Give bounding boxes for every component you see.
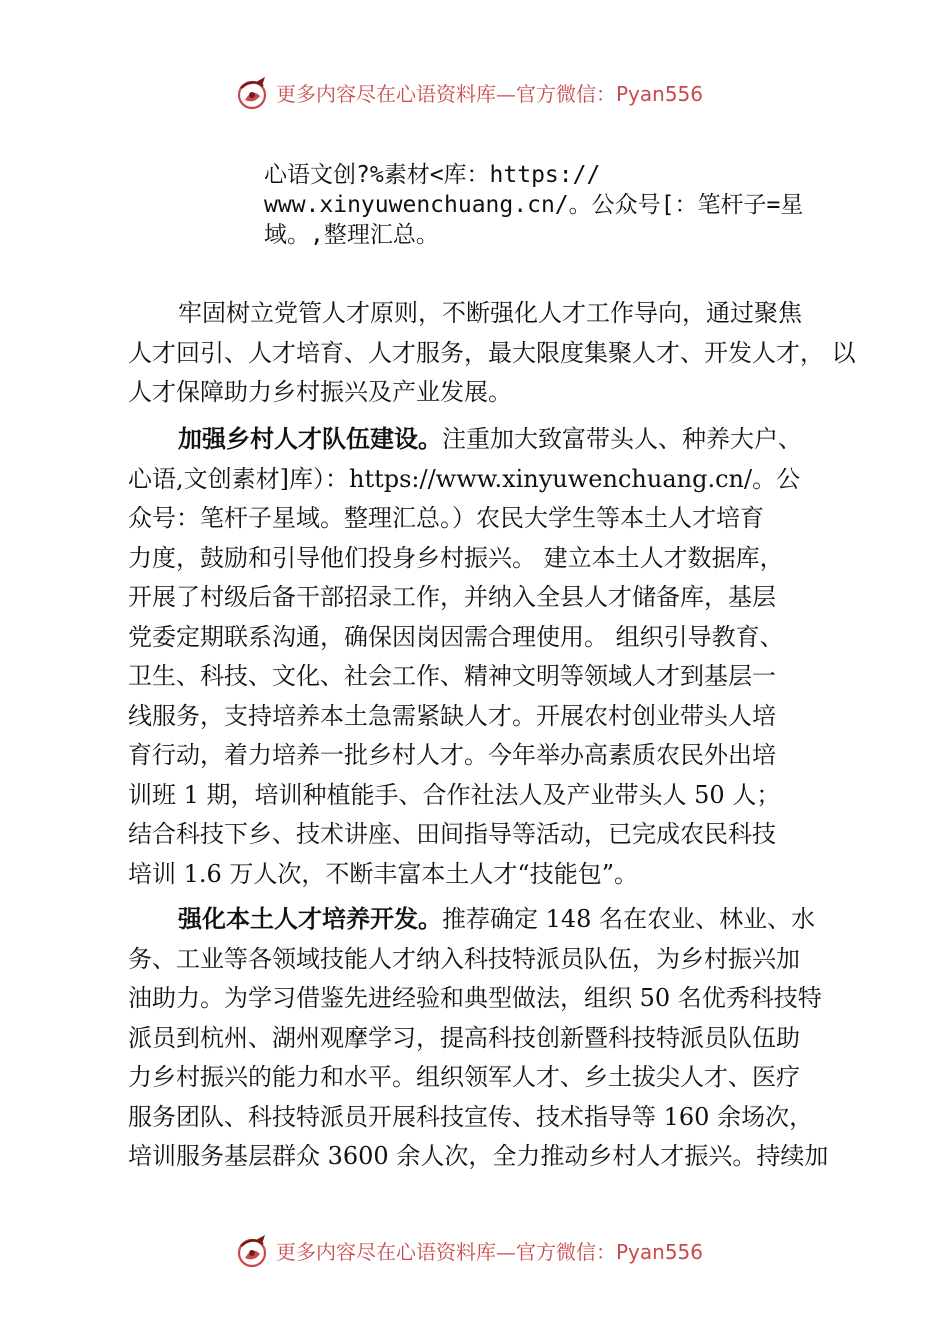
banner-label: 更多内容尽在心语资料库—官方微信： — [276, 82, 616, 106]
paragraph-line: 油助力。为学习借鉴先进经验和典型做法，组织 50 名优秀科技特 — [128, 984, 822, 1012]
paragraph-first-text: 注重加大致富带头人、种养大户、 — [442, 425, 802, 453]
paragraph-1 — [128, 294, 856, 413]
source-note-line: 域。,整理汇总。 — [264, 222, 439, 248]
paragraph-line: 服务团队、科技特派员开展科技宣传、技术指导等 160 余场次， — [128, 1102, 814, 1131]
paragraph-line: 卫生、科技、文化、社会工作、精神文明等领域人才到基层一 — [128, 662, 776, 690]
banner-text — [276, 82, 703, 106]
paragraph-line: 牢固树立党管人才原则，不断强化人才工作导向，通过聚焦 — [178, 299, 802, 327]
logo-icon — [232, 74, 272, 114]
banner-text — [276, 1240, 703, 1264]
paragraph-line: 党委定期联系沟通，确保因岗因需合理使用。 组织引导教育、 — [128, 622, 784, 651]
paragraph-3 — [128, 900, 838, 1177]
source-note — [264, 160, 824, 250]
logo-icon — [232, 1232, 272, 1272]
header-banner — [0, 74, 950, 114]
paragraph-line: 培训服务基层群众 3600 余人次，全力推动乡村人才振兴。持续加 — [128, 1142, 829, 1170]
paragraph-line: 开展了村级后备干部招录工作，并纳入全县人才储备库，基层 — [128, 583, 776, 611]
paragraph-line: 训班 1 期，培训种植能手、合作社法人及产业带头人 50 人； — [128, 780, 781, 809]
paragraph-line: 线服务，支持培养本土急需紧缺人才。开展农村创业带头人培 — [128, 701, 776, 730]
paragraph-lead-heading: 加强乡村人才队伍建设。 — [178, 425, 442, 453]
paragraph-first-text: 推荐确定 148 名在农业、林业、水 — [442, 905, 816, 933]
source-note-line: www.xinyuwenchuang.cn/。公众号[：笔杆子=星 — [264, 192, 804, 218]
paragraph-line: 心语,文创素材]库）：https://www.xinyuwenchuang.cn/。公 — [128, 464, 801, 493]
paragraph-line: 培训 1.6 万人次，不断丰富本土人才“技能包”。 — [128, 859, 638, 888]
source-note-line: 心语文创?%素材<库：https:// — [264, 162, 601, 188]
paragraph-line: 力乡村振兴的能力和水平。组织领军人才、乡土拔尖人才、医疗 — [128, 1063, 800, 1091]
paragraph-line: 派员到杭州、湖州观摩学习，提高科技创新暨科技特派员队伍助 — [128, 1023, 800, 1052]
footer-banner — [0, 1232, 950, 1272]
paragraph-line: 人才保障助力乡村振兴及产业发展。 — [128, 378, 512, 406]
paragraph-line — [128, 900, 838, 940]
paragraph-line: 育行动，着力培养一批乡村人才。今年举办高素质农民外出培 — [128, 741, 776, 769]
paragraph-line — [128, 420, 838, 460]
paragraph-line: 众号：笔杆子星域。整理汇总。）农民大学生等本土人才培育 — [128, 504, 764, 532]
paragraph-2 — [128, 420, 838, 894]
paragraph-line: 人才回引、人才培育、人才服务，最大限度集聚人才、开发人才， 以 — [128, 338, 856, 367]
banner-wechat-id: Pyan556 — [616, 1240, 704, 1264]
paragraph-line: 结合科技下乡、技术讲座、田间指导等活动，已完成农民科技 — [128, 820, 776, 848]
paragraph-line: 力度，鼓励和引导他们投身乡村振兴。 建立本土人才数据库， — [128, 543, 784, 572]
paragraph-line: 务、工业等各领域技能人才纳入科技特派员队伍，为乡村振兴加 — [128, 944, 800, 973]
banner-label: 更多内容尽在心语资料库—官方微信： — [276, 1240, 616, 1264]
paragraph-lead-heading: 强化本土人才培养开发。 — [178, 905, 442, 933]
banner-wechat-id: Pyan556 — [616, 82, 704, 106]
